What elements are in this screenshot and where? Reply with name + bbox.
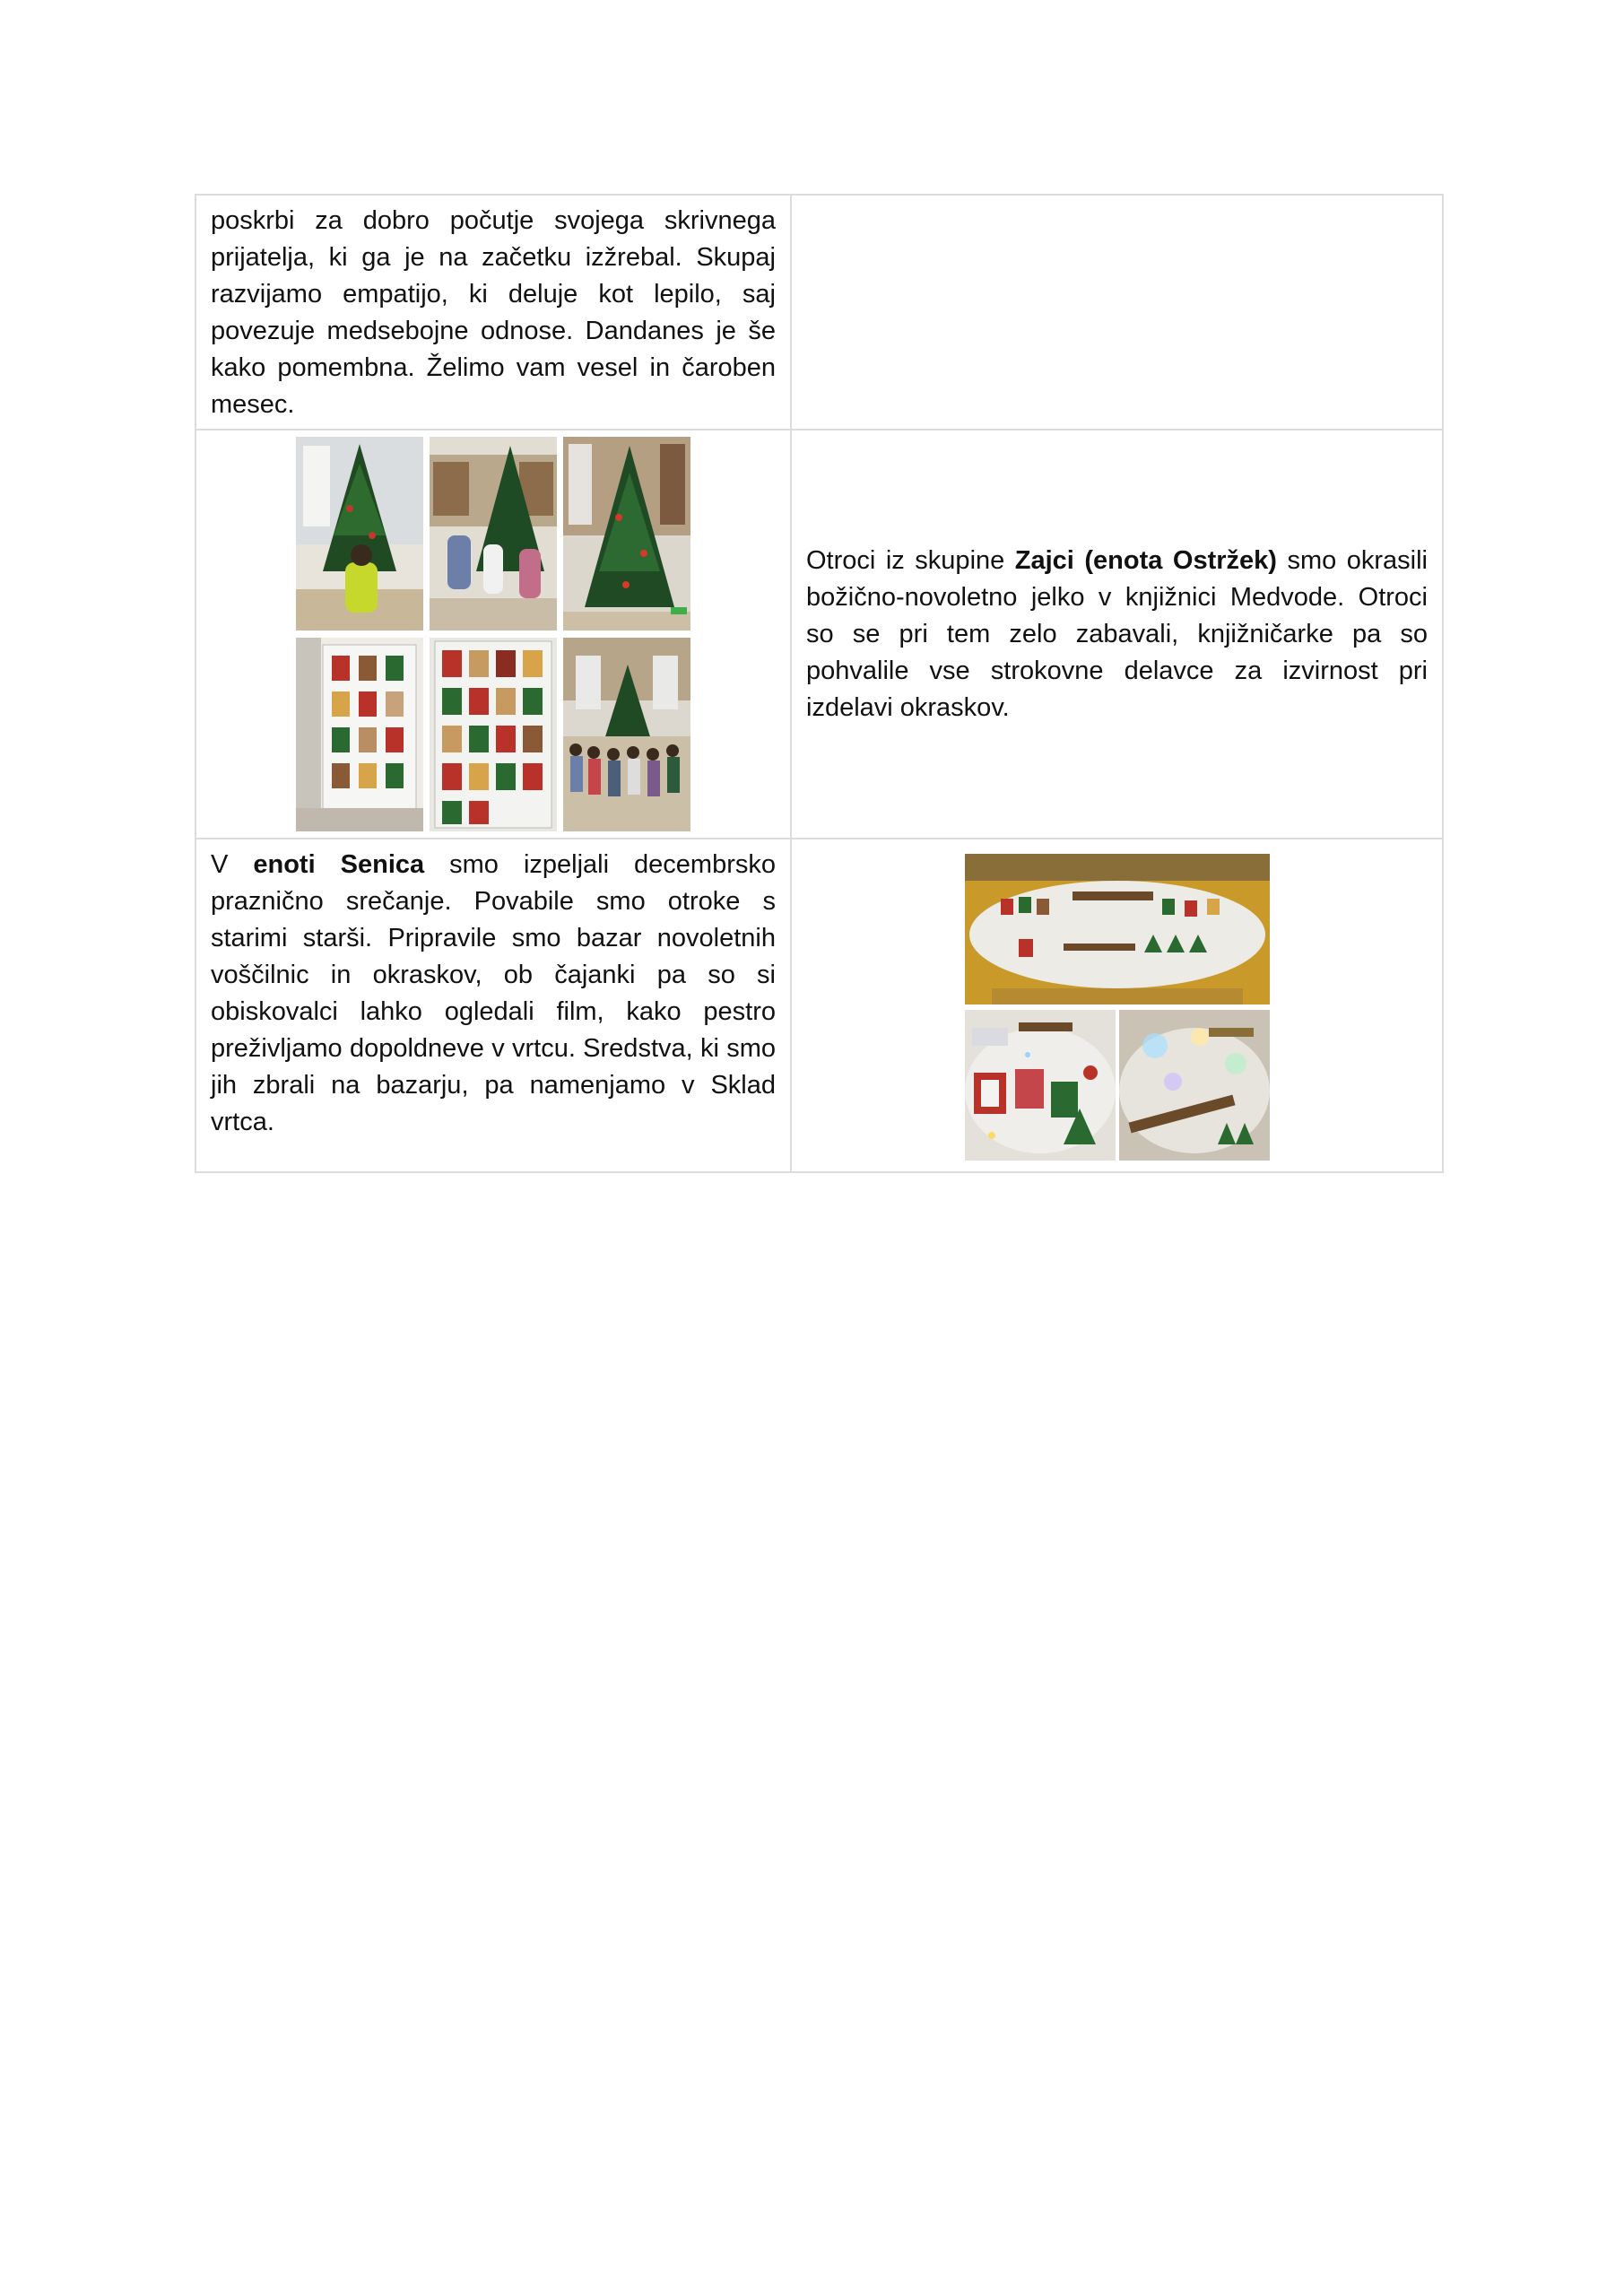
table-cell-empty (791, 195, 1443, 430)
table-cell (195, 195, 791, 430)
photo-bazaar-table (965, 854, 1270, 1004)
text-span: smo okrasili božično-novoletno jelko v knjižnici Medvode. Otroci so se pri tem zelo zabavali, knjižničarke pa so pohvalile vse strokovne delavce za izvirnost pri izdelavi okraskov. (806, 545, 1428, 722)
photo-tree-children (430, 437, 557, 631)
table-row (195, 195, 1443, 430)
photo-bazaar-cards (965, 1010, 1116, 1161)
paragraph-senica (196, 839, 790, 1146)
table-cell-photos (791, 839, 1443, 1172)
table-row (195, 430, 1443, 839)
paragraph-zajci (792, 543, 1442, 726)
text-span: smo izpeljali decembrsko praznično srečanje. Povabile smo otroke s starimi starši. Pripravile smo bazar novoletnih voščilnic in okraskov, ob čajanki pa so si obiskovalci lahko ogledali film, kako pestro preživljamo dopoldneve v vrtcu. Sredstva, ki smo jih zbrali na bazarju, pa namenjamo v Sklad vrtca. (211, 850, 777, 1136)
text-span: V (211, 850, 254, 879)
photo-group-tree (563, 638, 690, 831)
bold-group-name: Zajci (enota Ostržek) (1014, 545, 1277, 575)
empty-text (792, 196, 1442, 208)
table-cell (195, 839, 791, 1172)
photo-collage-library-tree (296, 437, 690, 831)
content-table (195, 194, 1444, 1173)
table-cell (791, 430, 1443, 839)
photo-bazaar-lights (1119, 1010, 1270, 1161)
photo-collage-bazaar (965, 854, 1270, 1161)
paragraph-secret-friend: poskrbi za dobro počutje svojega skrivnega prijatelja, ki ga je na začetku izžrebal. Skupaj razvijamo empatijo, ki deluje kot lepilo, saj povezuje medsebojne odnose. Dandanes je še kako pomembna. Želimo vam vesel in čaroben mesec. (211, 206, 776, 419)
photo-cards-board (430, 638, 557, 831)
photo-tree-shelves (563, 437, 690, 631)
photo-tree-child (296, 437, 423, 631)
table-cell-photos (195, 430, 791, 839)
bold-unit-name: enoti Senica (253, 850, 425, 879)
photo-cards-stand (296, 638, 423, 831)
table-row (195, 839, 1443, 1172)
text-span: Otroci iz skupine (806, 545, 1015, 575)
